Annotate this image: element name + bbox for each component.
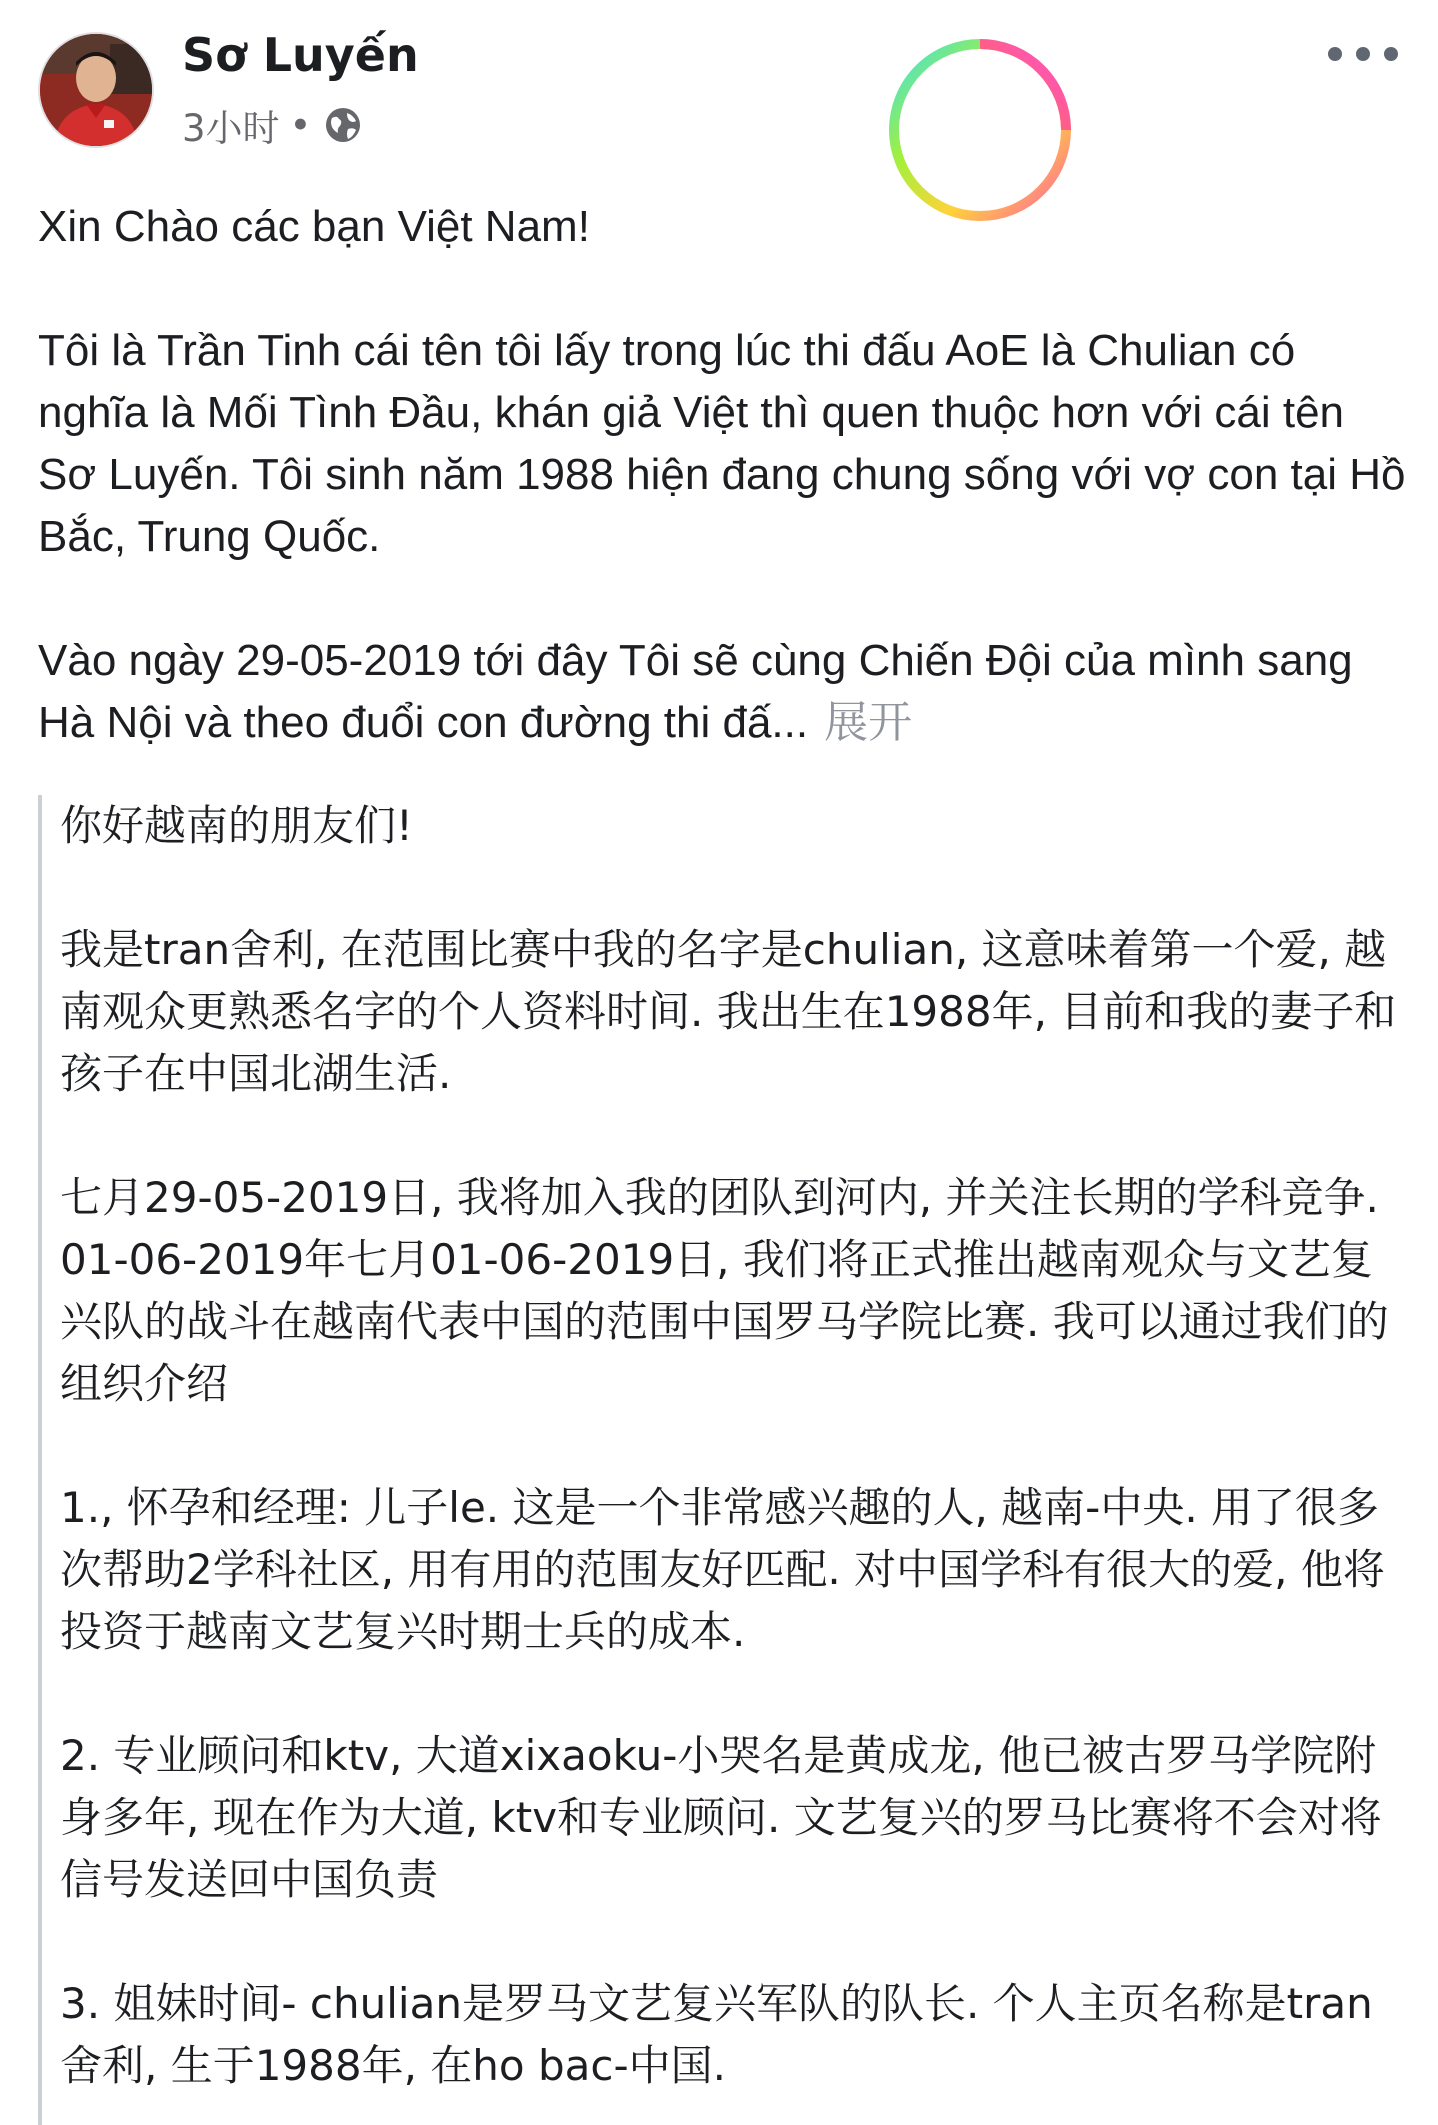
translation-block (38, 795, 1398, 2125)
globe-icon (323, 105, 363, 145)
meta-separator: • (289, 103, 312, 147)
more-dot (1328, 47, 1342, 61)
translation-paragraph: 2. 专业顾问和ktv, 大道xixaoku-小哭名是黄成龙, 他已被古罗马学院附身多年, 现在作为大道, ktv和专业顾问. 文艺复兴的罗马比赛将不会对将信号发送回中国负责 (60, 1731, 1382, 1904)
translation-paragraph: 你好越南的朋友们! (60, 801, 413, 850)
post-body (38, 196, 1408, 754)
paragraph-gap (38, 258, 1408, 320)
author-name[interactable]: Sơ Luyến (182, 28, 419, 82)
translation-paragraph: 我是tran舍利, 在范围比赛中我的名字是chulian, 这意味着第一个爱, 越南观众更熟悉名字的个人资料时间. 我出生在1988年, 目前和我的妻子和孩子在中国北湖生活. (60, 925, 1397, 1098)
post-header (0, 0, 1438, 170)
avatar-image (40, 34, 152, 146)
more-options-icon[interactable] (1328, 34, 1398, 74)
see-more-link[interactable]: 展开 (824, 698, 913, 747)
post-paragraph: Vào ngày 29-05-2019 tới đây Tôi sẽ cùng Chiến Đội của mình sang Hà Nội và theo đuổi con đường thi đấ... (38, 636, 1353, 747)
more-dot (1356, 47, 1370, 61)
post-paragraph-truncated (38, 630, 1408, 754)
post-meta (182, 98, 363, 152)
paragraph-gap (60, 1663, 1398, 1725)
paragraph-gap (60, 1911, 1398, 1973)
avatar[interactable] (38, 32, 154, 148)
translation-paragraph: 1., 怀孕和经理: 儿子le. 这是一个非常感兴趣的人, 越南-中央. 用了很多次帮助2学科社区, 用有用的范围友好匹配. 对中国学科有很大的爱, 他将投资于越南文艺复兴时期士兵的成本. (60, 1483, 1385, 1656)
more-dot (1384, 47, 1398, 61)
paragraph-gap (60, 1415, 1398, 1477)
translation-paragraph: 3. 姐妹时间- chulian是罗马文艺复兴军队的队长. 个人主页名称是tran舍利, 生于1988年, 在ho bac-中国. (60, 1979, 1373, 2090)
paragraph-gap (38, 568, 1408, 630)
paragraph-gap (60, 1105, 1398, 1167)
post-time[interactable]: 3小时 (182, 107, 280, 150)
paragraph-gap (60, 857, 1398, 919)
post-paragraph: Xin Chào các bạn Việt Nam! (38, 202, 590, 251)
post-paragraph: Tôi là Trần Tinh cái tên tôi lấy trong lúc thi đấu AoE là Chulian có nghĩa là Mối Tình Đầu, khán giả Việt thì quen thuộc hơn với cái tên Sơ Luyến. Tôi sinh năm 1988 hiện đang chung sống với vợ con tại Hồ Bắc, Trung Quốc. (38, 326, 1406, 561)
translation-paragraph: 七月29-05-2019日, 我将加入我的团队到河内, 并关注长期的学科竞争. 01-06-2019年七月01-06-2019日, 我们将正式推出越南观众与文艺复兴队的战斗在越南代表中国的范围中国罗马学院比赛. 我可以通过我们的组织介绍 (60, 1173, 1389, 1408)
